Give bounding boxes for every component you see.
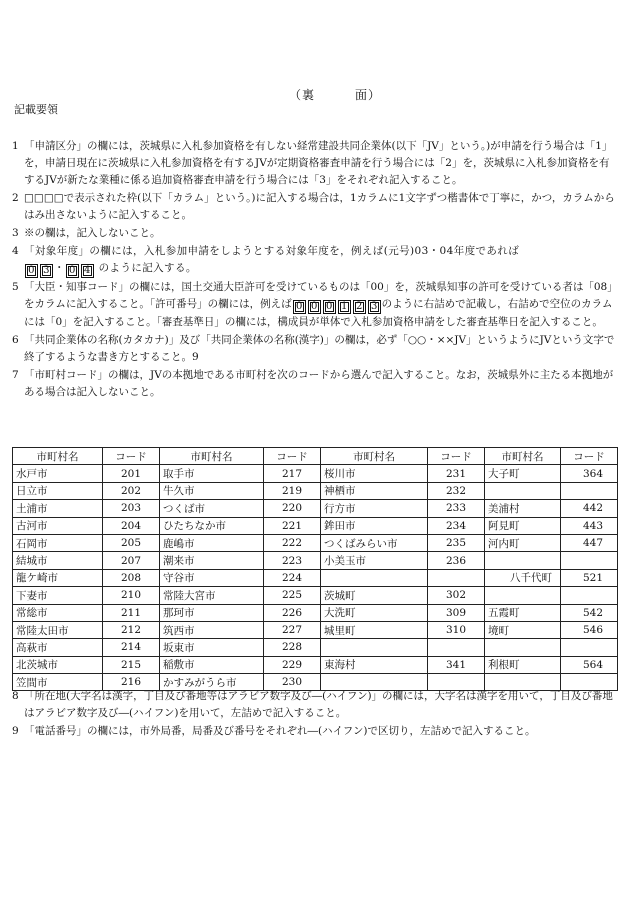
column-header: コード bbox=[428, 448, 485, 465]
municipality-name-cell bbox=[485, 552, 561, 569]
municipality-code-cell: 216 bbox=[103, 674, 160, 691]
table-row bbox=[13, 656, 618, 673]
table-row bbox=[13, 621, 618, 638]
table-row bbox=[13, 552, 618, 569]
column-header: コード bbox=[264, 448, 321, 465]
municipality-code-cell: 542 bbox=[561, 604, 618, 621]
municipality-name-cell: 河内町 bbox=[485, 534, 561, 551]
item-number: 4 bbox=[12, 245, 19, 257]
municipality-code-cell: 210 bbox=[103, 587, 160, 604]
table-row bbox=[13, 604, 618, 621]
municipality-name-cell: 小美玉市 bbox=[321, 552, 428, 569]
item-text-part: 「大臣・知事コード」の欄には，国土交通大臣許可を受けているものは「00」を，茨城県知事の許可を受けている者は「08」をカラムに記入すること。「許可番号」の欄には，例えば bbox=[24, 281, 613, 310]
municipality-code-cell: 201 bbox=[103, 465, 160, 482]
item-text: 「市町村コード」の欄は，JVの本拠地である市町村を次のコードから選んで記入すること。なお，茨城県外に主たる本拠地がある場合は記入しないこと。 bbox=[24, 369, 614, 398]
municipality-name-cell: 下妻市 bbox=[13, 587, 103, 604]
municipality-name-cell: 北茨城市 bbox=[13, 656, 103, 673]
municipality-code-cell: 228 bbox=[264, 639, 321, 656]
municipality-name-cell: かすみがうら市 bbox=[160, 674, 264, 691]
column-header: コード bbox=[103, 448, 160, 465]
item-text-part: のように記入する。 bbox=[98, 262, 197, 274]
item-text: 「申請区分」の欄には，茨城県に入札参加資格を有しない経常建設共同企業体(以下「JV」という。)が申請を行う場合は「1」を，申請日現在に茨城県に入札参加資格を有するJVが定期資格審査申請を行う場合には「2」を，茨城県に入札参加資格を有するJVが新たな業種に係る追加資格審査申請を行う場合には「3」をそれぞれ記入すること。 bbox=[24, 140, 613, 186]
municipality-code-cell: 302 bbox=[428, 587, 485, 604]
municipality-code-cell bbox=[561, 639, 618, 656]
municipality-code-cell: 221 bbox=[264, 517, 321, 534]
instruction-item bbox=[12, 688, 617, 722]
municipality-code-cell: 234 bbox=[428, 517, 485, 534]
municipality-name-cell: 日立市 bbox=[13, 482, 103, 499]
table-row bbox=[13, 587, 618, 604]
municipality-code-cell bbox=[561, 482, 618, 499]
municipality-name-cell: 境町 bbox=[485, 621, 561, 638]
municipality-code-cell: 205 bbox=[103, 534, 160, 551]
table-row bbox=[13, 517, 618, 534]
item-text: 「電話番号」の欄には，市外局番，局番及び番号をそれぞれ―(ハイフン)で区切り，左詰めで記入すること。 bbox=[24, 725, 536, 737]
municipality-code-cell: 217 bbox=[264, 465, 321, 482]
municipality-name-cell: 常陸太田市 bbox=[13, 621, 103, 638]
item-number: 9 bbox=[12, 725, 19, 737]
item-text: □□□□で表示された枠(以下「カラム」という。)に記入する場合は，1カラムに1文字ずつ楷書体で丁寧に，かつ，カラムからはみ出さないように記入すること。 bbox=[24, 192, 615, 221]
instruction-item bbox=[12, 367, 617, 401]
sample-column-box: 4 bbox=[81, 264, 94, 278]
item-number: 8 bbox=[12, 690, 19, 702]
municipality-code-cell: 219 bbox=[264, 482, 321, 499]
municipality-code-cell: 521 bbox=[561, 569, 618, 586]
municipality-code-cell: 235 bbox=[428, 534, 485, 551]
municipality-name-cell: 茨城町 bbox=[321, 587, 428, 604]
sample-column-box: 0 bbox=[308, 300, 321, 314]
year-separator: ・ bbox=[54, 262, 65, 274]
municipality-code-cell: 236 bbox=[428, 552, 485, 569]
instructions-list bbox=[12, 138, 617, 402]
municipality-code-cell: 546 bbox=[561, 621, 618, 638]
municipality-code-cell: 204 bbox=[103, 517, 160, 534]
municipality-name-cell: 結城市 bbox=[13, 552, 103, 569]
municipality-code-cell: 230 bbox=[264, 674, 321, 691]
instruction-item bbox=[12, 279, 617, 331]
municipality-name-cell: ひたちなか市 bbox=[160, 517, 264, 534]
municipality-name-cell: 利根町 bbox=[485, 656, 561, 673]
column-header: 市町村名 bbox=[13, 448, 103, 465]
municipality-name-cell: 石岡市 bbox=[13, 534, 103, 551]
municipality-name-cell bbox=[485, 482, 561, 499]
municipality-name-cell: つくばみらい市 bbox=[321, 534, 428, 551]
municipality-code-cell bbox=[428, 569, 485, 586]
municipality-code-table bbox=[12, 447, 618, 691]
municipality-name-cell: 稲敷市 bbox=[160, 656, 264, 673]
item-text-part: のように右詰めで記載し，右詰めで空位のカラムには「0」を記入すること。「審査基準日」の欄には，構成員が単体で入札参加資格申請をした審査基準日を記入すること。 bbox=[24, 298, 613, 328]
municipality-code-cell: 220 bbox=[264, 500, 321, 517]
sample-column-box: 0 bbox=[323, 300, 336, 314]
municipality-name-cell bbox=[321, 569, 428, 586]
municipality-name-cell: 神栖市 bbox=[321, 482, 428, 499]
municipality-name-cell: 潮来市 bbox=[160, 552, 264, 569]
municipality-name-cell: 龍ケ崎市 bbox=[13, 569, 103, 586]
municipality-code-cell: 225 bbox=[264, 587, 321, 604]
municipality-name-cell: 大子町 bbox=[485, 465, 561, 482]
sample-column-box: 3 bbox=[40, 264, 53, 278]
municipality-name-cell: 行方市 bbox=[321, 500, 428, 517]
instructions-list-continued bbox=[12, 688, 617, 741]
table-row bbox=[13, 465, 618, 482]
municipality-name-cell: 常陸大宮市 bbox=[160, 587, 264, 604]
municipality-code-cell: 364 bbox=[561, 465, 618, 482]
municipality-code-cell: 442 bbox=[561, 500, 618, 517]
municipality-code-cell: 227 bbox=[264, 621, 321, 638]
instruction-item bbox=[12, 190, 617, 224]
item-number: 6 bbox=[12, 334, 19, 346]
table-header-row bbox=[13, 448, 618, 465]
heading-close: 面） bbox=[355, 88, 382, 102]
municipality-code-cell: 232 bbox=[428, 482, 485, 499]
item-number: 1 bbox=[12, 140, 19, 152]
municipality-name-cell: 鉾田市 bbox=[321, 517, 428, 534]
municipality-code-cell: 214 bbox=[103, 639, 160, 656]
municipality-code-cell: 224 bbox=[264, 569, 321, 586]
page-heading bbox=[0, 86, 630, 103]
municipality-name-cell: 土浦市 bbox=[13, 500, 103, 517]
municipality-name-cell: 水戸市 bbox=[13, 465, 103, 482]
item-text bbox=[24, 243, 617, 278]
municipality-name-cell: 城里町 bbox=[321, 621, 428, 638]
municipality-name-cell: 桜川市 bbox=[321, 465, 428, 482]
instruction-item bbox=[12, 723, 617, 740]
sample-column-box: 3 bbox=[368, 300, 381, 314]
municipality-code-cell: 309 bbox=[428, 604, 485, 621]
instruction-item bbox=[12, 243, 617, 278]
municipality-code-cell: 233 bbox=[428, 500, 485, 517]
item-number: 2 bbox=[12, 192, 19, 204]
municipality-code-cell bbox=[561, 552, 618, 569]
sample-column-box: 1 bbox=[338, 300, 351, 314]
table-row bbox=[13, 569, 618, 586]
item-text bbox=[24, 279, 617, 331]
table-row bbox=[13, 639, 618, 656]
municipality-name-cell bbox=[321, 639, 428, 656]
municipality-code-cell bbox=[561, 587, 618, 604]
municipality-name-cell: 守谷市 bbox=[160, 569, 264, 586]
municipality-code-cell: 226 bbox=[264, 604, 321, 621]
municipality-code-cell: 215 bbox=[103, 656, 160, 673]
sample-column-box: 0 bbox=[25, 264, 38, 278]
item-text: 「所在地(大字名は漢字，丁目及び番地等はアラビア数字及び―(ハイフン)」の欄には，大字名は漢字を用いて，丁目及び番地はアラビア数字及び―(ハイフン)を用いて，左詰めで記入すること。 bbox=[24, 690, 613, 719]
municipality-code-cell: 564 bbox=[561, 656, 618, 673]
municipality-name-cell: 八千代町 bbox=[485, 569, 561, 586]
municipality-name-cell: 笠間市 bbox=[13, 674, 103, 691]
municipality-name-cell: 鹿嶋市 bbox=[160, 534, 264, 551]
municipality-name-cell: 取手市 bbox=[160, 465, 264, 482]
municipality-name-cell: 美浦村 bbox=[485, 500, 561, 517]
item-text: 「共同企業体の名称(カタカナ)」及び「共同企業体の名称(漢字)」の欄は，必ず「○○・××JV」というようにJVという文字で終了するような書き方とすること。9 bbox=[24, 334, 615, 363]
municipality-code-cell: 211 bbox=[103, 604, 160, 621]
table-row bbox=[13, 534, 618, 551]
municipality-code-cell: 207 bbox=[103, 552, 160, 569]
table-body bbox=[13, 465, 618, 691]
municipality-code-cell: 341 bbox=[428, 656, 485, 673]
municipality-name-cell: 筑西市 bbox=[160, 621, 264, 638]
column-header: 市町村名 bbox=[485, 448, 561, 465]
item-number: 7 bbox=[12, 369, 19, 381]
municipality-name-cell: 坂東市 bbox=[160, 639, 264, 656]
municipality-code-cell: 212 bbox=[103, 621, 160, 638]
municipality-code-cell bbox=[428, 639, 485, 656]
table-row bbox=[13, 500, 618, 517]
column-header: 市町村名 bbox=[160, 448, 264, 465]
municipality-name-cell: 高萩市 bbox=[13, 639, 103, 656]
municipality-name-cell: 常総市 bbox=[13, 604, 103, 621]
sample-column-box: 0 bbox=[293, 300, 306, 314]
municipality-code-cell: 223 bbox=[264, 552, 321, 569]
municipality-name-cell: 大洗町 bbox=[321, 604, 428, 621]
instruction-item bbox=[12, 332, 617, 366]
municipality-name-cell: 那珂市 bbox=[160, 604, 264, 621]
instruction-item bbox=[12, 138, 617, 189]
municipality-name-cell: 東海村 bbox=[321, 656, 428, 673]
municipality-code-cell: 310 bbox=[428, 621, 485, 638]
municipality-code-cell: 202 bbox=[103, 482, 160, 499]
municipality-name-cell: つくば市 bbox=[160, 500, 264, 517]
instruction-item bbox=[12, 225, 617, 242]
heading-open: （裏 bbox=[288, 88, 315, 102]
municipality-name-cell: 阿見町 bbox=[485, 517, 561, 534]
item-number: 3 bbox=[12, 227, 19, 239]
item-number: 5 bbox=[12, 281, 19, 293]
table-row bbox=[13, 482, 618, 499]
section-title: 記載要領 bbox=[14, 103, 58, 116]
municipality-code-cell: 229 bbox=[264, 656, 321, 673]
municipality-code-cell: 222 bbox=[264, 534, 321, 551]
item-text: ※の欄は，記入しないこと。 bbox=[24, 227, 161, 239]
municipality-name-cell: 古河市 bbox=[13, 517, 103, 534]
municipality-code-cell: 231 bbox=[428, 465, 485, 482]
municipality-name-cell: 牛久市 bbox=[160, 482, 264, 499]
item-text-part: 「対象年度」の欄には，入札参加申請をしようとする対象年度を，例えば(元号)03・04年度であれば bbox=[24, 245, 520, 257]
municipality-code-cell: 443 bbox=[561, 517, 618, 534]
column-header: コード bbox=[561, 448, 618, 465]
column-header: 市町村名 bbox=[321, 448, 428, 465]
municipality-code-cell: 208 bbox=[103, 569, 160, 586]
municipality-code-cell: 203 bbox=[103, 500, 160, 517]
municipality-name-cell: 五霞町 bbox=[485, 604, 561, 621]
municipality-name-cell bbox=[485, 639, 561, 656]
sample-column-box: 2 bbox=[353, 300, 366, 314]
sample-column-box: 0 bbox=[66, 264, 79, 278]
municipality-code-cell: 447 bbox=[561, 534, 618, 551]
municipality-name-cell bbox=[485, 587, 561, 604]
